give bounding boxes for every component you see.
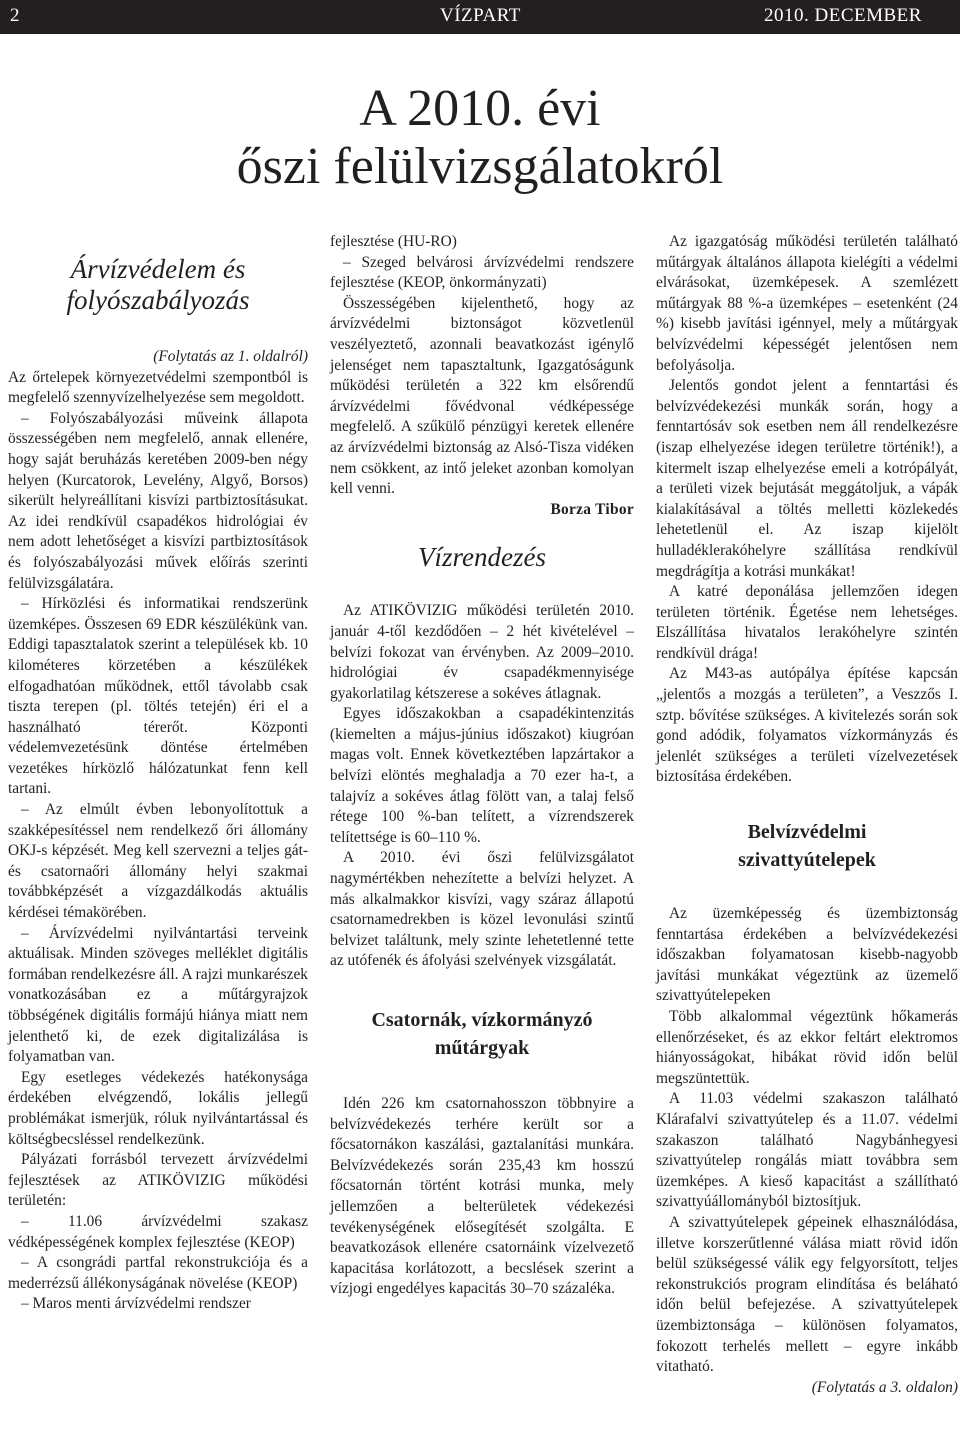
article-title-line2: őszi felülvizsgálatokról (236, 138, 724, 195)
paragraph: Egy esetleges védekezés hatékonysága érdekében elvégzendő, lokális jellegű problémákat ismerjük, róluk nyilvántartással és költségbecsléssel rendelkezünk. (8, 1068, 308, 1148)
paragraph: Egyes időszakokban a csapadékintenzitás (kiemelten a május-június időszakot) kiugróan magas volt. Ennek következtében lapzártakor a belvízi elöntés meghaladja a 70 ezer ha-t, a talajvíz a sokéves átlag fölött van, a talaj felső rétege 100 %-ban telített, a vízrendszerek telítettsége is 60–110 %. (330, 705, 634, 846)
column-2 (330, 232, 634, 1300)
issue-date: 2010. DECEMBER (764, 5, 922, 26)
section-heading-csatornak: Csatornák, vízkormányzó műtárgyak (371, 1009, 593, 1059)
author-signature: Borza Tibor (550, 500, 634, 518)
article-title (0, 80, 960, 196)
paragraph: Az igazgatóság működési területén található műtárgyak általános állapota kielégíti a védelmi elvárásokat, üzemképesek. A szemlézett műtárgyak 88 %-a üzemképes – esetenként (24 %) kisebb javítási igénnyel, mely a műtárgyak belvízvédelmi képességét jelentősen nem befolyásolja. (656, 233, 958, 374)
page-number: 2 (10, 5, 20, 26)
paragraph: Összességében kijelenthető, hogy az árvízvédelmi biztonságot közvetlenül veszélyeztető, azonnali beavatkozást igénylő jelenséget nem tapasztaltunk, Igazgatóságunk működési területén a 322 km elsőrendű árvízvédelmi fővédvonal védképessége megfelelő. A szűkülő pénzügyi keretek ellenére az árvízvédelmi biztonság az Alsó-Tisza vidéken nem csökkent, az intő jeleket azonban komolyan kell venni. (330, 294, 634, 498)
paragraph: Az M43-as autópálya építése kapcsán „jelentős a mozgás a területen”, a Veszzős I. sztp. bővítése szükséges. A kivitelezés során sok gond adódik, folyamatos vízkormányzás és jelenlét szükséges a területi vízelvezetések biztosítása érdekében. (656, 665, 958, 786)
paragraph: – Szeged belvárosi árvízvédelmi rendszere fejlesztése (KEOP, önkormányzati) (330, 253, 634, 292)
paragraph: fejlesztése (HU-RO) (330, 233, 457, 250)
publication-name: VÍZPART (440, 5, 521, 26)
paragraph: – Hírközlési és informatikai rendszerünk üzemképes. Összesen 69 EDR készülékünk van. Eddigi tapasztalatok szerint a települések kb. 10 kilométeres körzetében a készülékek elfogadhatóan működnek, ettől távolabb csak tiszta terepen (pl. töltés tetején) éri el a használható térerőt. Központi védelemvezetésünk döntése értelmében vezetékes hírközlő hálózatunkat fenn kell tartani. (8, 595, 308, 798)
column-3 (656, 232, 958, 1398)
paragraph: – 11.06 árvízvédelmi szakasz védképességének komplex fejlesztése (KEOP) (8, 1212, 308, 1251)
paragraph: A 11.03 védelmi szakaszon található Klárafalvi szivattyútelep és a 11.07. védelmi szakaszon található Nagybánhegyesi szivattyútelep rongálás miatt továbbra sem üzemképes. A kieső kapacitást a szállítható szivattyúállományból biztosítjuk. (656, 1090, 958, 1211)
column-1 (8, 232, 308, 1315)
section-heading-szivattyutelepek: Belvízvédelmi szivattyútelepek (738, 821, 876, 872)
paragraph: Idén 226 km csatornahosszon többnyire a belvízvédekezés terhére került sor a főcsatornákon kaszálási, gaztalanítási munkára. Belvízvédekezés során 235,43 km hosszú főcsatornán történt kotrási munka, mely jellemzően a belterületek védekezési tevékenységének elősegítését szolgálta. E beavatkozások ellenére csatornáink vízelvezető kapacitása korlátozott, a becslések szerint a vízjogi engedélyes kapacitás 30–70 százaléka. (330, 1095, 634, 1298)
paragraph: A katré deponálása jellemzően idegen területen történik. Égetése nem lehetséges. Elszállítása hivatalos lerakóhelyre szintén rendkívül drága! (656, 583, 958, 662)
article-title-line1: A 2010. évi (359, 80, 601, 137)
paragraph: Pályázati forrásból tervezett árvízvédelmi fejlesztések az ATIKÖVIZIG működési területén: (8, 1151, 308, 1210)
paragraph: A 2010. évi őszi felülvizsgálatot nagymértékben nehezítette a belvízi helyzet. A más alkalmakkor kisvízi, vagy száraz állapotú csatornamedrekben is közel levonulási szintű belvizet találtunk, mely szinte lehetetlenné tette az utófenék és áfolyási szelvények vizsgálatát. (330, 849, 634, 970)
paragraph: Az őrtelepek környezetvédelmi szempontból is megfelelő szennyvízelhelyezése sem megoldott. (8, 368, 308, 407)
paragraph: – Az elmúlt évben lebonyolítottuk a szakképesítéssel nem rendelkező őri állomány OKJ-s képzését. Meg kell szervezni a teljes gát- és csatornaőri állomány helyi szakmai továbbképzését a vízgazdálkodás aktuális kérdései témakörében. (8, 801, 308, 922)
paragraph: – Árvízvédelmi nyilvántartási terveink aktuálisak. Minden szöveges melléklet digitális formában rendelkezésre áll. A rajzi munkarészek vonatkozásában ez a műtárgyrajzok többségének digitális formájú hiánya miatt nem jelenthető ki, de ezek digitalizálása is folyamatban van. (8, 924, 308, 1066)
section-heading-vizrendezes: Vízrendezés (418, 542, 546, 573)
paragraph: Jelentős gondot jelent a fenntartási és belvízvédekezési munkák során, hogy a fenntartósáv sok esetben nem áll rendelkezésre (iszap elhelyezése idegen területre történik!), a kitermelt iszap elhelyezése emeli a kotrópályát, a területi vizek bejutását meggátoljuk, a vápák kialakításával a töltés melletti közlekedés lehetetlenül el. Az iszap kijelölt hulladéklerakóhelyre szállítása rendkívül megdrágítja a kotrási munkákat! (656, 377, 958, 580)
page-header (0, 0, 960, 34)
paragraph: A szivattyútelepek gépeinek elhasználódása, illetve korszerűtlenné válása miatt rövid időn belül szükségessé válik egy felgyorsított, teljes rekonstrukciós program elindítása és beláható időn belül befejezése. A szivattyútelepek üzembiztonsága – különösen folyamatos, fokozott terhelés mellett – egyre inkább vitatható. (656, 1213, 958, 1376)
paragraph: Több alkalommal végeztünk hőkamerás ellenőrzéseket, és az ekkor feltárt elektromos hiányosságokat, hibákat rövid időn belül megszüntettük. (656, 1008, 958, 1087)
section-heading-arvizvedelem: Árvízvédelem és folyószabályozás (66, 254, 250, 315)
paragraph: – A csongrádi partfal rekonstrukciója és a mederrézsű állékonyságának növelése (KEOP) (8, 1254, 308, 1292)
paragraph: – Folyószabályozási műveink állapota összességében nem megfelelő, annak ellenére, hogy saját beruházás keretében 2009-ben négy helyen (Kurcatorok, Levelény, Algyő, Borsos) sikerült helyreállítani kisvízi partbiztosításukat. Az idei rendkívül csapadékos hidrológiai év nem adott lehetőséget a kisvízi partbiztosítások és folyószabályozási művek előírás szerinti felülvizsgálatára. (8, 409, 308, 592)
paragraph: Az ATIKÖVIZIG működési területén 2010. január 4-től kezdődően – 2 hét kivételével – belvízi fokozat van érvényben. Az 2009–2010. hidrológiai év csapadékmennyisége gyakorlatilag kétszerese a sokéves átlagnak. (330, 602, 634, 702)
continuation-note: (Folytatás a 3. oldalon) (811, 1378, 958, 1396)
paragraph: – Maros menti árvízvédelmi rendszer (21, 1295, 251, 1313)
continuation-note: (Folytatás az 1. oldalról) (153, 348, 308, 365)
paragraph: Az üzemképesség és üzembiztonság fenntartása érdekében a belvízvédekezési időszakban folyamatosan kisebb-nagyobb javítási munkákat végeztünk az üzemelő szivattyútelepeken (656, 905, 958, 1005)
